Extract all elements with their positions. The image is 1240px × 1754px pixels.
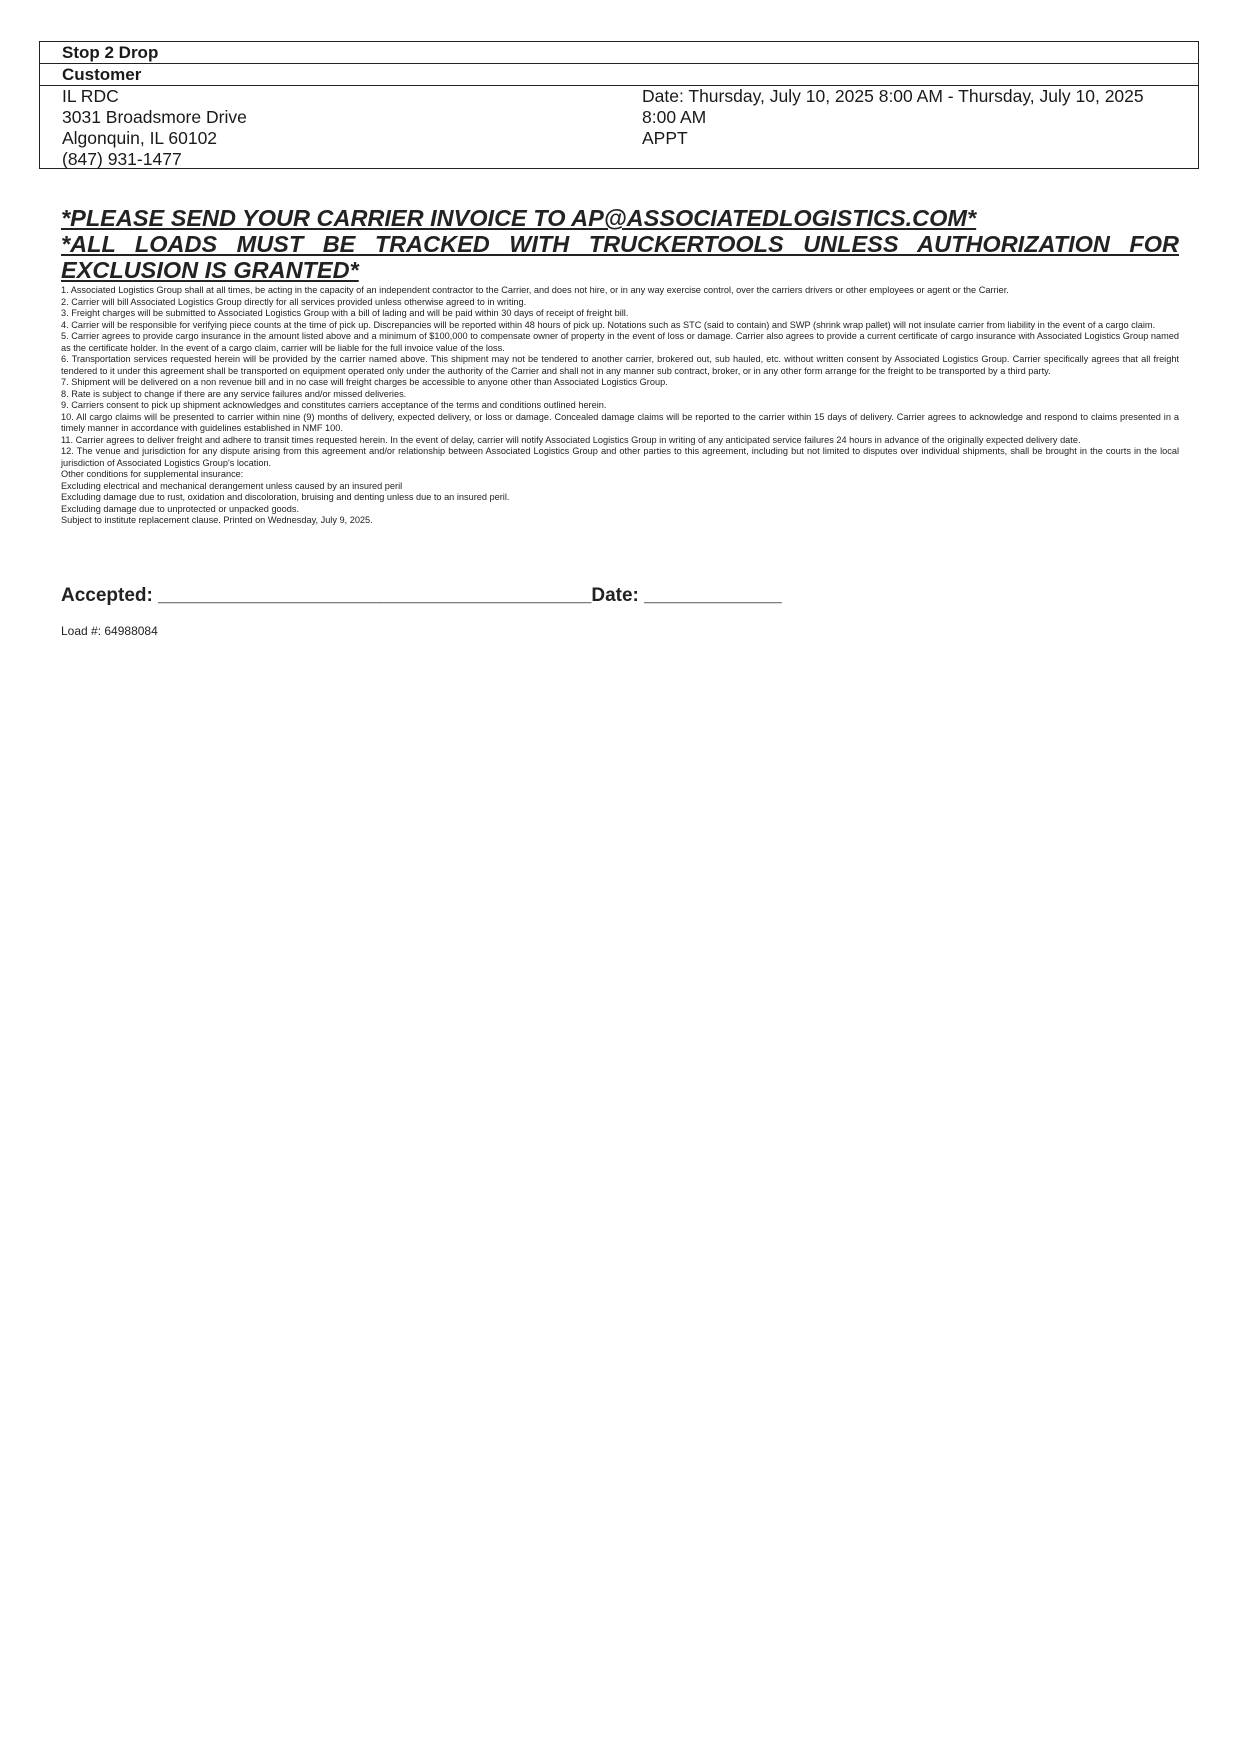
acceptance-signature-line: Accepted: _________________________________________Date: _____________ <box>61 585 782 606</box>
term-item: 9. Carriers consent to pick up shipment acknowledges and constitutes carriers acceptance of the terms and conditions outlined herein. <box>61 400 607 410</box>
customer-street: 3031 Broadsmore Drive <box>62 107 247 127</box>
term-item: 1. Associated Logistics Group shall at all times, be acting in the capacity of an independent contractor to the Carrier, and does not hire, or in any way exercise control, over the carriers drivers or other employees or agent or the Carrier. <box>61 285 1009 295</box>
customer-name: IL RDC <box>62 86 119 106</box>
term-item: 6. Transportation services requested herein will be provided by the carrier named above. This shipment may not be tendered to another carrier, brokered out, sub hauled, etc. without written consent by Associated Logistics Group. Carrier specifically agrees that all freight tendered to it under this agreement shall be transported on equipment operated only under the authority of the Carrier and shall not in any manner sub contract, broker, or in any other form arrange for the freight to be transported by a third party. <box>61 354 1179 376</box>
term-item: Excluding electrical and mechanical derangement unless caused by an insured peril <box>61 480 403 491</box>
term-item: 7. Shipment will be delivered on a non revenue bill and in no case will freight charges be accessible to anyone other than Associated Logistics Group. <box>61 377 668 387</box>
stop-details-box <box>39 41 1199 169</box>
term-item: 4. Carrier will be responsible for verifying piece counts at the time of pick up. Discrepancies will be reported within 48 hours of pick up. Notations such as STC (said to contain) and SWP (shrink wrap pallet) will not insulate carrier from liability in the event of a cargo claim. <box>61 319 1156 330</box>
stop-body <box>40 86 1198 168</box>
delivery-date: Date: Thursday, July 10, 2025 8:00 AM - Thursday, July 10, 2025 8:00 AM <box>642 86 1144 127</box>
term-item: 8. Rate is subject to change if there are any service failures and/or missed deliveries. <box>61 388 407 399</box>
term-item: 5. Carrier agrees to provide cargo insurance in the amount listed above and a minimum of $100,000 to compensate owner of property in the event of loss or damage. Carrier also agrees to provide a current certificate of cargo insurance with Associated Logistics Group named as the certificate holder. In the event of a cargo claim, carrier will be liable for the full invoice value of the loss. <box>61 331 1179 353</box>
appointment-type: APPT <box>642 128 688 148</box>
term-item: Excluding damage due to unprotected or unpacked goods. <box>61 503 300 514</box>
term-item: Excluding damage due to rust, oxidation and discoloration, bruising and denting unless due to an insured peril. <box>61 492 510 502</box>
customer-address <box>62 86 642 168</box>
term-item: 10. All cargo claims will be presented to carrier within nine (9) months of delivery, expected delivery, or loss or damage. Concealed damage claims will be reported to the carrier within 15 days of delivery. Carrier agrees to acknowledge and respond to claims presented in a timely manner in accordance with guidelines established in NMF 100. <box>61 411 1179 433</box>
term-item: 2. Carrier will bill Associated Logistics Group directly for all services provided unless otherwise agreed to in writing. <box>61 296 527 307</box>
terms-and-conditions <box>61 285 1179 527</box>
customer-phone: (847) 931-1477 <box>62 149 182 169</box>
term-item: 3. Freight charges will be submitted to Associated Logistics Group with a bill of lading and will be paid within 30 days of receipt of freight bill. <box>61 308 629 318</box>
notice-banner <box>61 205 1179 283</box>
term-item: Subject to institute replacement clause. Printed on Wednesday, July 9, 2025. <box>61 515 373 525</box>
term-item: Other conditions for supplemental insurance: <box>61 469 244 479</box>
section-label-customer: Customer <box>40 64 1198 86</box>
tracking-notice: *ALL LOADS MUST BE TRACKED WITH TRUCKERTOOLS UNLESS AUTHORIZATION FOR EXCLUSION IS GRANTED* <box>61 231 1179 283</box>
term-item: 11. Carrier agrees to deliver freight and adhere to transit times requested herein. In the event of delay, carrier will notify Associated Logistics Group in writing of any anticipated service failures 24 hours in advance of the originally expected delivery date. <box>61 434 1081 445</box>
delivery-schedule <box>642 86 1162 168</box>
term-item: 12. The venue and jurisdiction for any dispute arising from this agreement and/or relationship between Associated Logistics Group and other parties to this agreement, including but not limited to disputes over individual shipments, shall be brought in the courts in the local jurisdiction of Associated Logistics Group's location. <box>61 446 1179 468</box>
load-number: Load #: 64988084 <box>61 624 158 638</box>
customer-city: Algonquin, IL 60102 <box>62 128 218 148</box>
invoice-notice: *PLEASE SEND YOUR CARRIER INVOICE TO AP@ASSOCIATEDLOGISTICS.COM* <box>61 205 977 231</box>
stop-title: Stop 2 Drop <box>40 42 1198 64</box>
